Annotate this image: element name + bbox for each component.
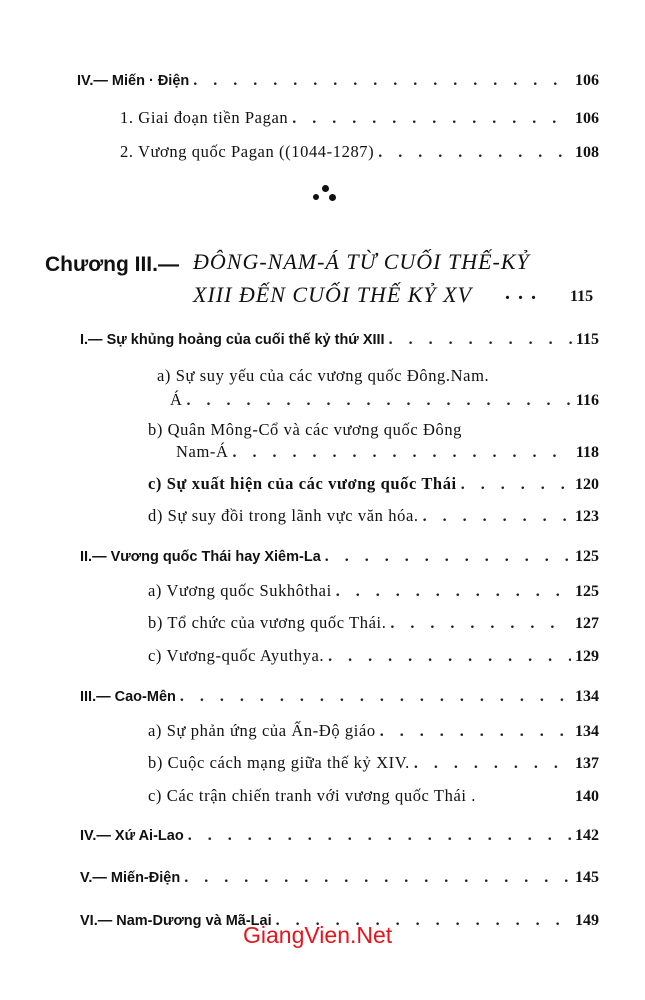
toc-entry-label: c) Sự xuất hiện của các vương quốc Thái [148, 474, 457, 493]
dot-leader [184, 869, 571, 887]
toc-page-number: 134 [575, 723, 599, 740]
dot-leader [188, 827, 571, 845]
asterism-ornament-icon [310, 183, 340, 207]
toc-entry-label: Nam-Á [176, 442, 229, 461]
toc-entry-label: II.— Vương quốc Thái hay Xiêm-La [80, 549, 321, 565]
toc-entry-label: c) Các trận chiến tranh với vương quốc Thái . [148, 786, 476, 805]
toc-entry-section-ii [80, 548, 599, 566]
toc-entry-label: a) Vương quốc Sukhôthai [148, 581, 332, 600]
dot-leader [461, 476, 571, 494]
toc-page-number: 140 [575, 788, 599, 805]
toc-entry-label: c) Vương-quốc Ayuthya. [148, 646, 325, 665]
toc-subentry [148, 721, 599, 741]
dot-leader [390, 615, 571, 633]
dot-leader [336, 583, 571, 601]
toc-subentry [148, 753, 599, 773]
toc-page-number: 123 [575, 508, 599, 525]
toc-subentry-line-1: b) Quân Mông-Cổ và các vương quốc Đông [148, 420, 463, 439]
dot-leader [414, 755, 571, 773]
dot-leader [292, 110, 571, 128]
dot-leader [328, 648, 571, 666]
toc-subentry [148, 581, 599, 601]
toc-page-number: 127 [575, 615, 599, 632]
dot-leader [380, 723, 571, 741]
toc-subentry [148, 613, 599, 633]
toc-entry-label: d) Sự suy đồi trong lãnh vực văn hóa. [148, 506, 419, 525]
toc-page-number: 118 [575, 444, 599, 461]
toc-page-number: 145 [575, 869, 599, 886]
toc-entry-section-iii [80, 688, 599, 706]
toc-page-number: 137 [575, 755, 599, 772]
toc-entry-section-i [80, 331, 599, 349]
toc-page-number: 106 [575, 72, 599, 89]
toc-page-number: 134 [575, 688, 599, 705]
toc-entry-label: V.— Miến-Điện [80, 870, 181, 886]
dot-leader [325, 548, 571, 566]
toc-subentry-line-2 [170, 390, 599, 410]
toc-entry-label: Á [170, 390, 183, 409]
toc-entry-label: 2. Vương quốc Pagan ((1044-1287) [120, 142, 375, 161]
toc-page-number: 129 [575, 648, 599, 665]
dot-leader [180, 688, 571, 706]
toc-entry-label: I.— Sự khủng hoảng của cuối thế kỷ thứ XIII [80, 332, 385, 348]
toc-page-number: 142 [575, 827, 599, 844]
toc-entry-label: VI.— Nam-Dương và Mã-Lai [80, 913, 272, 929]
dot-leader [423, 508, 571, 526]
toc-entry-section-iv-burma [77, 72, 599, 90]
toc-page-number: 108 [575, 144, 599, 161]
dot-leader [232, 444, 571, 462]
dot-leader [193, 72, 571, 90]
toc-subentry [120, 142, 599, 162]
dot-leader [378, 144, 571, 162]
watermark-text: GiangVien.Net [243, 922, 393, 948]
toc-page-number: 120 [575, 476, 599, 493]
toc-entry-label: a) Sự phản ứng của Ấn-Độ giáo [148, 721, 376, 740]
chapter-dot-leader: ... [505, 282, 544, 304]
toc-page-number: 106 [575, 110, 599, 127]
toc-subentry-line-1: a) Sự suy yếu của các vương quốc Đông.Nam. [157, 366, 490, 385]
toc-entry-section-v [80, 869, 599, 887]
toc-subentry [148, 506, 599, 526]
toc-subentry [148, 786, 599, 806]
toc-subentry [120, 108, 599, 128]
toc-subentry [148, 646, 599, 666]
toc-entry-label: IV.— Miến · Điện [77, 73, 190, 89]
chapter-prefix: Chương III.— [45, 253, 179, 276]
toc-entry-label: III.— Cao-Mên [80, 689, 176, 705]
toc-entry-label: 1. Giai đoạn tiền Pagan [120, 108, 289, 127]
dot-leader [389, 331, 572, 349]
toc-page-number: 116 [575, 392, 599, 409]
toc-page-number: 149 [575, 912, 599, 929]
chapter-title-line-2: XIII ĐẾN CUỐI THẾ KỶ XV [193, 282, 473, 307]
chapter-page-number: 115 [570, 288, 594, 305]
chapter-title-line-1: ĐÔNG-NAM-Á TỪ CUỐI THẾ-KỶ [193, 249, 530, 274]
toc-entry-label: IV.— Xứ Ai-Lao [80, 828, 184, 844]
toc-page-number: 115 [575, 331, 599, 348]
toc-entry-label: b) Tổ chức của vương quốc Thái. [148, 613, 387, 632]
toc-page-number: 125 [575, 548, 599, 565]
dot-leader [187, 392, 572, 410]
toc-subentry-line-2 [176, 442, 599, 462]
toc-entry-section-iv [80, 827, 599, 845]
toc-entry-label: b) Cuộc cách mạng giữa thế kỷ XIV. [148, 753, 410, 772]
toc-page-number: 125 [575, 583, 599, 600]
toc-subentry [148, 474, 599, 494]
